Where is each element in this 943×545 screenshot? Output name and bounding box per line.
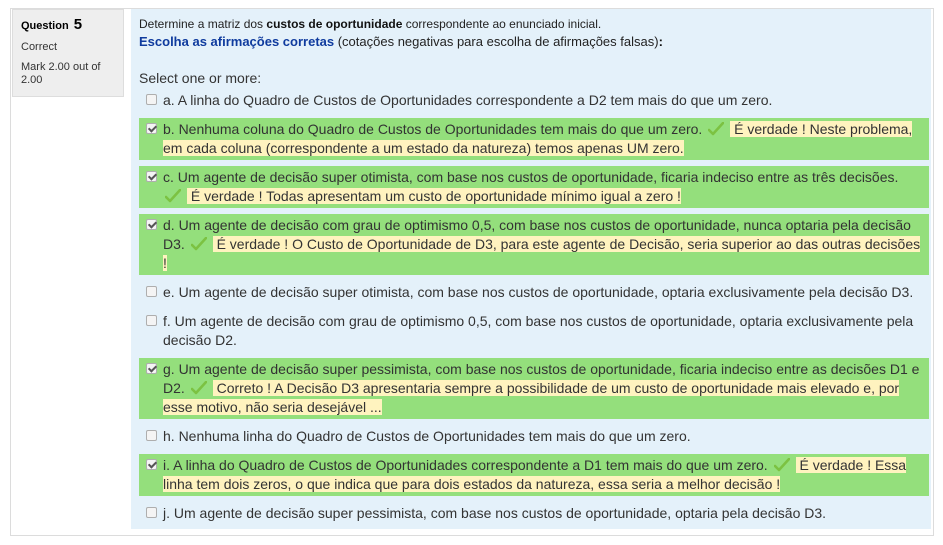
answer-checkbox[interactable] (146, 286, 157, 297)
answer-option-f[interactable] (139, 310, 929, 352)
check-icon (708, 122, 724, 136)
answer-feedback: É verdade ! O Custo de Oportunidade de D3, para este agente de Decisão, seria superior ao das outras decisões ! (163, 236, 921, 271)
question-block (10, 8, 934, 536)
answer-feedback: É verdade ! Essa linha tem dois zeros, o que indica que para dois estados da natureza, essa seria a melhor decisão ! (163, 457, 907, 492)
answer-checkbox[interactable] (146, 171, 157, 182)
answer-feedback: Correto ! A Decisão D3 apresentaria sempre a possibilidade de um custo de oportunidade mais elevado e, por esse motivo, não seria desejável ... (163, 380, 900, 415)
question-label: Question (21, 20, 69, 32)
question-number (21, 16, 123, 33)
question-state: Correct (21, 41, 58, 53)
answer-feedback: É verdade ! Neste problema, em cada coluna (correspondente a um estado da natureza) temos apenas UM zero. (163, 121, 913, 156)
question-number-value: 5 (73, 16, 83, 33)
answer-checkbox[interactable] (146, 94, 157, 105)
answer-option-h[interactable] (139, 425, 929, 448)
answer-option-g[interactable] (139, 358, 929, 419)
check-icon (774, 458, 790, 472)
question-text-start: Determine a matriz dos (139, 17, 267, 31)
answer-label: e. Um agente de decisão super otimista, com base nos custos de oportunidade, optaria exclusivamente pela decisão D3. (163, 284, 914, 300)
question-text-bold: custos de oportunidade (266, 17, 403, 31)
check-icon (191, 381, 207, 395)
answer-list (139, 89, 931, 525)
question-grade: Mark 2.00 out of 2.00 (21, 61, 101, 86)
answer-label: h. Nenhuma linha do Quadro de Custos de Oportunidades tem mais do que um zero. (163, 428, 691, 444)
answer-option-i[interactable] (139, 454, 929, 496)
answer-checkbox[interactable] (146, 430, 157, 441)
answer-label: f. Um agente de decisão com grau de optimismo 0,5, com base nos custos de oportunidade, optaria exclusivamente pela decisão D2. (163, 313, 914, 348)
instruction-rest: (cotações negativas para escolha de afirmações falsas) (334, 34, 659, 49)
answer-option-b[interactable] (139, 118, 929, 160)
answer-option-j[interactable] (139, 502, 929, 525)
question-content (131, 9, 931, 529)
answer-checkbox[interactable] (146, 507, 157, 518)
answer-label: j. Um agente de decisão super pessimista, com base nos custos de oportunidade, optaria pela decisão D3. (163, 505, 827, 521)
answer-checkbox[interactable] (146, 315, 157, 326)
check-icon (165, 189, 181, 203)
answer-option-d[interactable] (139, 214, 929, 275)
answer-label: i. A linha do Quadro de Custos de Oportunidades correspondente a D1 tem mais do que um zero. (163, 457, 768, 473)
answer-label: c. Um agente de decisão super otimista, com base nos custos de oportunidade, ficaria indeciso entre as três decisões. (163, 169, 899, 185)
answer-option-e[interactable] (139, 281, 929, 304)
instruction-highlight: Escolha as afirmações corretas (139, 34, 335, 49)
answer-prompt: Select one or more: (139, 70, 262, 86)
answer-label: d. Um agente de decisão com grau de optimismo 0,5, com base nos custos de oportunidade, nunca optaria pela decisão D3. (163, 217, 911, 252)
answer-label: a. A linha do Quadro de Custos de Oportunidades correspondente a D2 tem mais do que um zero. (163, 92, 773, 108)
question-text (139, 16, 931, 51)
answer-checkbox[interactable] (146, 459, 157, 470)
check-icon (191, 237, 207, 251)
question-info (12, 9, 124, 97)
answer-checkbox[interactable] (146, 219, 157, 230)
answer-feedback: É verdade ! Todas apresentam um custo de oportunidade mínimo igual a zero ! (187, 188, 681, 204)
answer-label: b. Nenhuma coluna do Quadro de Custos de Oportunidades tem mais do que um zero. (163, 121, 703, 137)
answer-option-a[interactable] (139, 89, 929, 112)
answer-checkbox[interactable] (146, 363, 157, 374)
answer-checkbox[interactable] (146, 123, 157, 134)
question-text-end: correspondente ao enunciado inicial. (402, 17, 602, 31)
instruction-colon: : (658, 34, 663, 49)
answer-option-c[interactable] (139, 166, 929, 208)
answer-label: g. Um agente de decisão super pessimista, com base nos custos de oportunidade, ficaria indeciso entre as decisões D1 e D2. (163, 361, 920, 396)
